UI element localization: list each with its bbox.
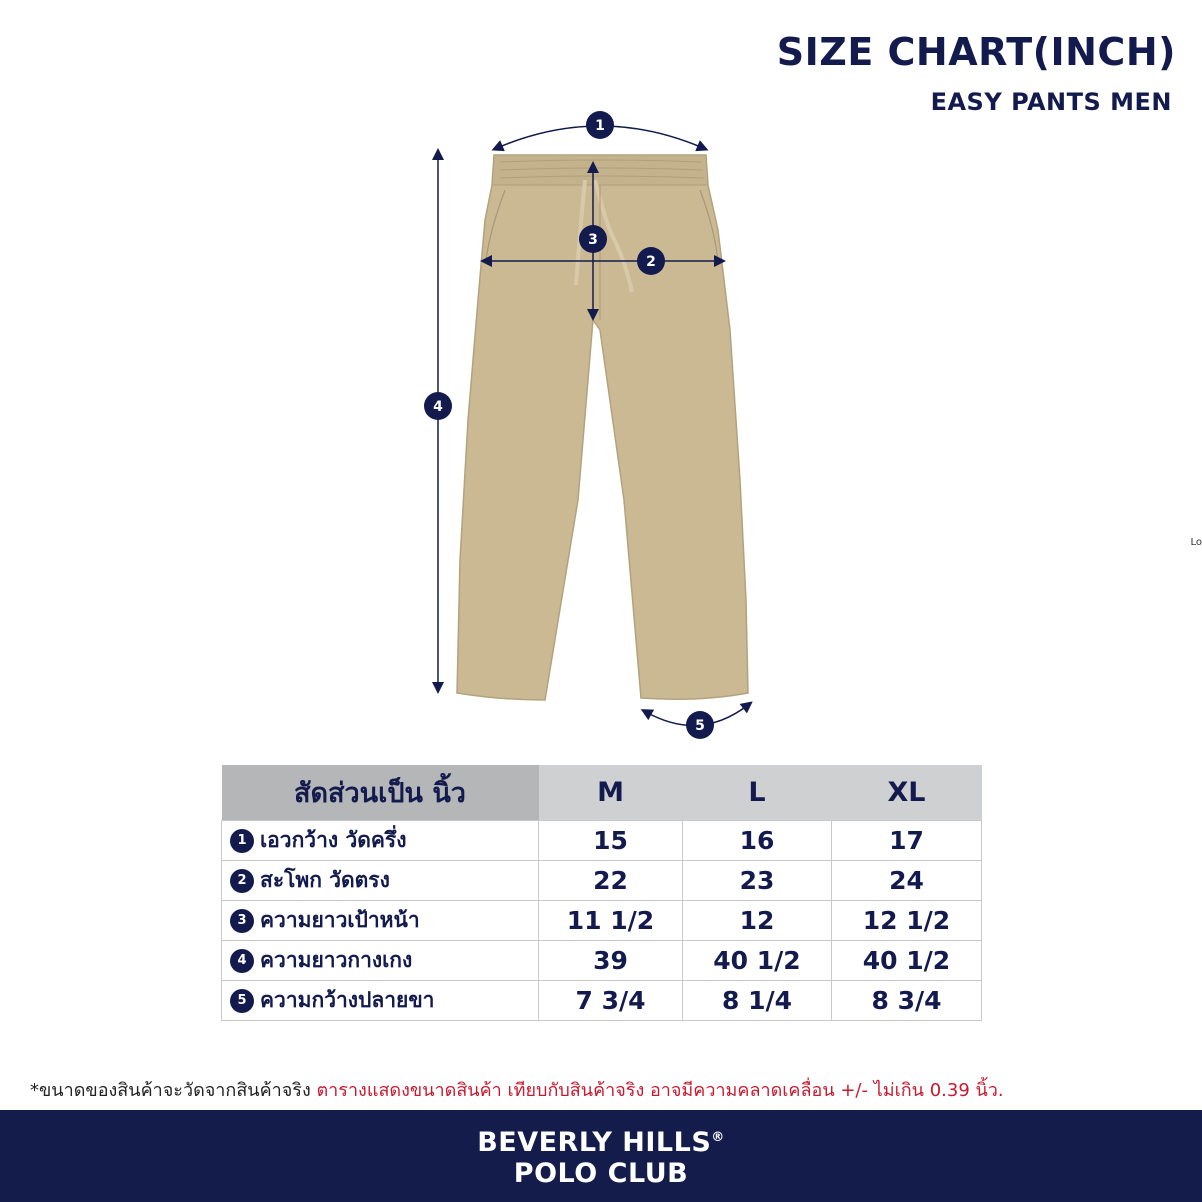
cell-xl: 24 (832, 861, 982, 901)
header-m: M (539, 765, 683, 821)
cell-xl: 40 1/2 (832, 941, 982, 981)
marker-2 (637, 247, 665, 275)
disclaimer-note (30, 1075, 1004, 1104)
row-label (222, 901, 539, 941)
marker-1 (586, 111, 614, 139)
registered-mark: ® (711, 1130, 725, 1145)
row-label-text: เอวกว้าง วัดครึ่ง (260, 828, 407, 852)
header-measure: สัดส่วนเป็น นิ้ว (222, 765, 539, 821)
row-label-text: สะโพก วัดตรง (260, 868, 390, 892)
cell-m: 39 (539, 941, 683, 981)
size-table (221, 765, 982, 1021)
cell-m: 15 (539, 821, 683, 861)
row-label-text: ความยาวเป้าหน้า (260, 908, 420, 932)
marker-5 (686, 711, 714, 739)
brand-name: BEVERLY HILLS (477, 1127, 712, 1158)
table-row (222, 901, 982, 941)
row-label-text: ความยาวกางเกง (260, 948, 413, 972)
svg-text:3: 3 (588, 232, 598, 248)
header-xl: XL (832, 765, 982, 821)
cell-m: 22 (539, 861, 683, 901)
marker-4 (424, 392, 452, 420)
table-row (222, 941, 982, 981)
row-label (222, 821, 539, 861)
disclaimer-warning: ตารางแสดงขนาดสินค้า เทียบกับสินค้าจริง อาจมีความคลาดเคลื่อน +/- ไม่เกิน 0.39 นิ้ว. (316, 1080, 1004, 1101)
disclaimer-text: *ขนาดของสินค้าจะวัดจากสินค้าจริง (30, 1080, 317, 1101)
row-number-badge: 2 (230, 869, 254, 893)
size-table-header (222, 765, 982, 821)
row-label (222, 941, 539, 981)
cell-l: 12 (683, 901, 832, 941)
cell-m: 11 1/2 (539, 901, 683, 941)
waistband (492, 155, 708, 185)
row-number-badge: 3 (230, 909, 254, 933)
row-number-badge: 1 (230, 829, 254, 853)
brand-logo-line1 (0, 1127, 1202, 1158)
marker-3 (579, 225, 607, 253)
page-subtitle: EASY PANTS MEN (930, 88, 1172, 116)
row-label (222, 981, 539, 1021)
cell-m: 7 3/4 (539, 981, 683, 1021)
cell-l: 40 1/2 (683, 941, 832, 981)
header-l: L (683, 765, 832, 821)
table-row (222, 981, 982, 1021)
row-number-badge: 5 (230, 989, 254, 1013)
svg-text:4: 4 (433, 399, 443, 415)
brand-logo-line2: POLO CLUB (513, 1158, 689, 1189)
table-row (222, 861, 982, 901)
page-title: SIZE CHART(INCH) (776, 30, 1176, 74)
svg-text:1: 1 (595, 118, 605, 134)
table-row (222, 821, 982, 861)
row-number-badge: 4 (230, 949, 254, 973)
stray-text: Lo (1190, 537, 1202, 548)
row-label-text: ความกว้างปลายขา (260, 988, 435, 1012)
cell-l: 23 (683, 861, 832, 901)
brand-footer (0, 1110, 1202, 1202)
cell-xl: 17 (832, 821, 982, 861)
cell-l: 8 1/4 (683, 981, 832, 1021)
cell-l: 16 (683, 821, 832, 861)
cell-xl: 8 3/4 (832, 981, 982, 1021)
row-label (222, 861, 539, 901)
svg-text:5: 5 (695, 718, 705, 734)
cell-xl: 12 1/2 (832, 901, 982, 941)
svg-text:2: 2 (646, 254, 656, 270)
